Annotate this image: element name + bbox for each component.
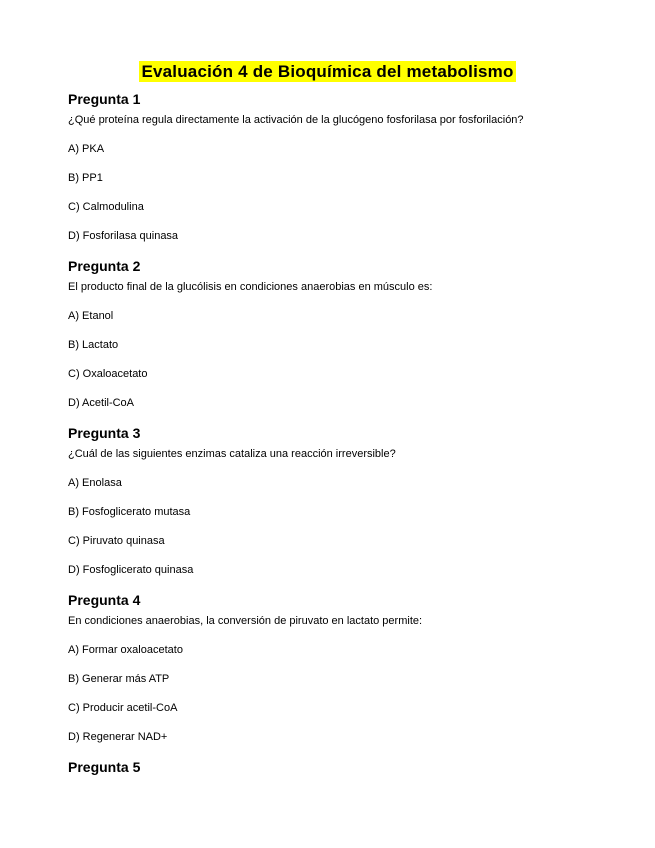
question-text: El producto final de la glucólisis en condiciones anaerobias en músculo es: xyxy=(68,281,433,293)
answer-option-c: C) Oxaloacetato xyxy=(68,368,148,380)
question-text: ¿Cuál de las siguientes enzimas cataliza una reacción irreversible? xyxy=(68,448,396,460)
answer-option-d: D) Fosforilasa quinasa xyxy=(68,230,179,242)
question-heading: Pregunta 2 xyxy=(68,258,141,274)
answer-option-d: D) Fosfoglicerato quinasa xyxy=(68,564,194,576)
question-heading: Pregunta 4 xyxy=(68,592,141,608)
question-text: En condiciones anaerobias, la conversión de piruvato en lactato permite: xyxy=(68,615,423,627)
question-heading: Pregunta 3 xyxy=(68,425,141,441)
question-list xyxy=(68,90,628,781)
answer-option-d: D) Regenerar NAD+ xyxy=(68,731,168,743)
answer-option-a: A) Etanol xyxy=(68,310,114,322)
document-title xyxy=(0,61,655,83)
question-3 xyxy=(68,424,628,577)
document-title-text: Evaluación 4 de Bioquímica del metabolismo xyxy=(141,62,514,81)
answer-option-c: C) Producir acetil-CoA xyxy=(68,702,178,714)
question-heading: Pregunta 1 xyxy=(68,91,141,107)
question-text: ¿Qué proteína regula directamente la activación de la glucógeno fosforilasa por fosforilación? xyxy=(68,114,524,126)
answer-option-c: C) Calmodulina xyxy=(68,201,144,213)
question-5 xyxy=(68,758,628,776)
question-heading: Pregunta 5 xyxy=(68,759,141,775)
answer-option-c: C) Piruvato quinasa xyxy=(68,535,165,547)
answer-option-b: B) Fosfoglicerato mutasa xyxy=(68,506,191,518)
answer-option-a: A) Enolasa xyxy=(68,477,122,489)
question-2 xyxy=(68,257,628,410)
answer-option-b: B) Generar más ATP xyxy=(68,673,170,685)
answer-option-d: D) Acetil-CoA xyxy=(68,397,135,409)
answer-option-b: B) PP1 xyxy=(68,172,103,184)
answer-option-a: A) PKA xyxy=(68,143,105,155)
question-1 xyxy=(68,90,628,243)
question-4 xyxy=(68,591,628,744)
answer-option-b: B) Lactato xyxy=(68,339,119,351)
answer-option-a: A) Formar oxaloacetato xyxy=(68,644,183,656)
